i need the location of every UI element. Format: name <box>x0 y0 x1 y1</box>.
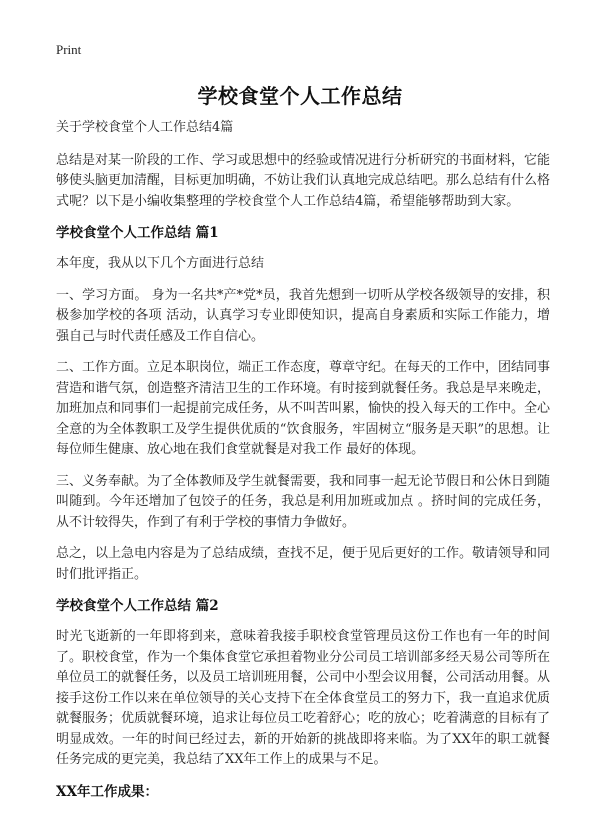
section-1-paragraph-3: 二、工作方面。立足本职岗位，端正工作态度，尊章守纪。在每天的工作中，团结同事营造和谐气氛，创造整齐清洁卫生的工作环境。有时接到就餐任务。我总是早来晚走，加班加点和同事们一起提前完成任务，从不叫苦叫累，愉快的投入每天的工作中。全心全意的为全体教职工及学生提供优质的“饮食服务，牢固树立“服务是天职”的思想。让每位师生健康、放心地在我们食堂就餐是对我工作 最好的体现。 <box>56 360 551 457</box>
print-link[interactable]: Print <box>56 42 82 57</box>
section-1-paragraph-2: 一、学习方面。 身为一名共*产*党*员，我首先想到一切听从学校各级领导的安排，积极参加学校的各项 活动，认真学习专业即使知识，提高自身素质和实际工作能力，增强自己与时代责任感及工作自信心。 <box>56 287 550 344</box>
section-heading-3: XX年工作成果： <box>56 783 158 800</box>
section-heading-2: 学校食堂个人工作总结 篇2 <box>56 598 219 614</box>
article-body <box>56 118 550 813</box>
section-1-paragraph-4: 三、义务奉献。为了全体教师及学生就餐需要，我和同事一起无论节假日和公休日到随叫随到。今年还增加了包饺子的任务，我总是利用加班或加点 。挤时间的完成任务，从不计较得失，作到了有利于学校的事情力争做好。 <box>56 473 551 530</box>
page-title: 学校食堂个人工作总结 <box>197 84 403 108</box>
intro-paragraph: 总结是对某一阶段的工作、学习或思想中的经验或情况进行分析研究的书面材料，它能够使头脑更加清醒，目标更加明确，不妨让我们认真地完成总结吧。那么总结有什么格式呢？以下是小编收集整理的学校食堂个人工作总结4篇，希望能够帮助到大家。 <box>56 152 551 209</box>
section-1-paragraph-5: 总之，以上急电内容是为了总结成绩，查找不足，便于见后更好的工作。敬请领导和同时们批评指正。 <box>56 546 551 582</box>
section-1-paragraph-1: 本年度，我从以下几个方面进行总结 <box>56 256 265 271</box>
section-2-paragraph-1: 时光飞逝新的一年即将到来，意味着我接手职校食堂管理员这份工作也有一年的时间了。职校食堂，作为一个集体食堂它承担着物业分公司员工培训部多经天易公司等所在单位员工的就餐任务，以及员工培训班用餐，公司中小型会议用餐，公司活动用餐。从接手这份工作以来在单位领导的关心支持下在全体食堂员工的努力下，我一直追求优质就餐服务；优质就餐环境，追求让每位员工吃着舒心；吃的放心；吃着满意的目标有了明显成效。一年的时间已经过去，新的开始新的挑战即将来临。为了XX年的职工就餐任务完成的更完美，我总结了XX年工作上的成果与不足。 <box>56 629 551 767</box>
section-heading-1: 学校食堂个人工作总结 篇1 <box>56 225 219 241</box>
article-subtitle: 关于学校食堂个人工作总结4篇 <box>56 120 234 135</box>
